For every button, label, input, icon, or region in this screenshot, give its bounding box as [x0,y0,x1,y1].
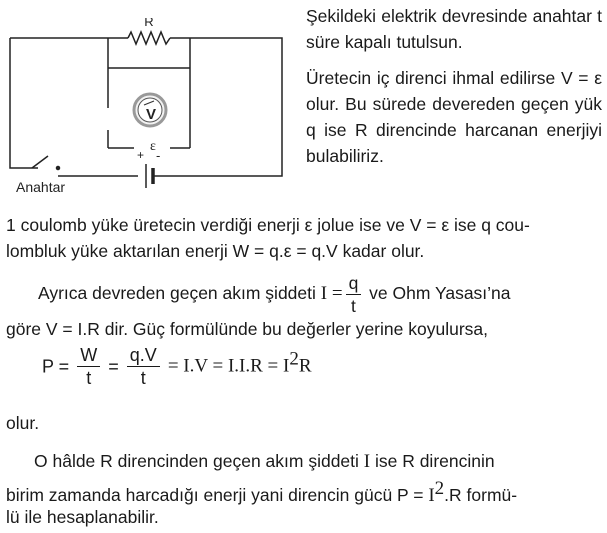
body-line-4: göre V = I.R dir. Güç formülünde bu değerler yerine koyulursa, [6,319,488,339]
side-text-block [306,3,602,169]
body-line-6-text-b: ise R direncinin [370,451,495,471]
battery-symbol [132,164,160,188]
formula-p: P = [42,356,70,377]
body-line-6-text-a: O hâlde R direncinden geçen akım şiddeti [34,451,364,471]
current-symbol: I = [320,283,343,305]
battery-minus-sign: - [156,148,161,163]
body-line-7-text-a: birim zamanda harcadığı enerji yani direncin gücü P = [6,485,429,505]
side-paragraph-1: Şekildeki elektrik devresinde anahtar t süre kapalı tutulsun. [306,6,602,52]
body-line-3-text-b: ve Ohm Yasası’na [364,283,511,304]
formula-exponent: 2 [289,348,299,370]
body-line-3-text-a: Ayrıca devreden geçen akım şiddeti [38,283,321,304]
resistor-label: R [144,18,154,29]
voltmeter-label: V [145,106,157,123]
power-exponent: 2 [434,478,445,499]
circuit-diagram [0,18,292,206]
formula-end: R [298,355,312,377]
body-line-5: olur. [6,413,40,433]
fraction-q-over-t [346,272,362,317]
body-line-3 [38,272,511,317]
fraction-denominator: t [86,368,92,388]
fraction-denominator: t [350,296,356,316]
fraction-numerator: W [77,344,100,367]
body-line-2: lombluk yüke aktarılan enerji W = q.ε = q.V kadar olur. [6,241,425,261]
fraction-numerator: q.V [127,344,160,367]
power-formula [42,344,312,389]
body-line-6 [6,448,601,475]
battery-plus-sign: + [137,148,145,162]
fraction-numerator: q [346,272,362,295]
current-symbol: I [428,485,435,506]
body-line-7-text-b: .R formü- [444,485,518,505]
fraction-denominator: t [140,368,146,388]
switch-blade [32,156,48,168]
body-line-1: 1 coulomb yüke üretecin verdiği enerji ε jolue ise ve V = ε ise q cou- [6,215,530,235]
switch-contact [57,167,60,170]
resistor-symbol [128,32,170,44]
side-paragraph-2: Üretecin iç direnci ihmal edilirse V = ε olur. Bu sürede devereden geçen yük q ise R direncinde harcanan enerjiyi bulabiliriz. [306,68,602,166]
switch-label: Anahtar [16,179,66,195]
formula-equals: = [108,356,119,377]
fraction-w-over-t [77,344,100,389]
formula-rest: = I.V = I.I.R = I [167,355,290,377]
current-symbol: I [363,451,371,472]
body-line-8: lü ile hesaplanabilir. [6,507,159,527]
emf-label: ε [150,139,156,154]
fraction-qv-over-t [127,344,160,389]
